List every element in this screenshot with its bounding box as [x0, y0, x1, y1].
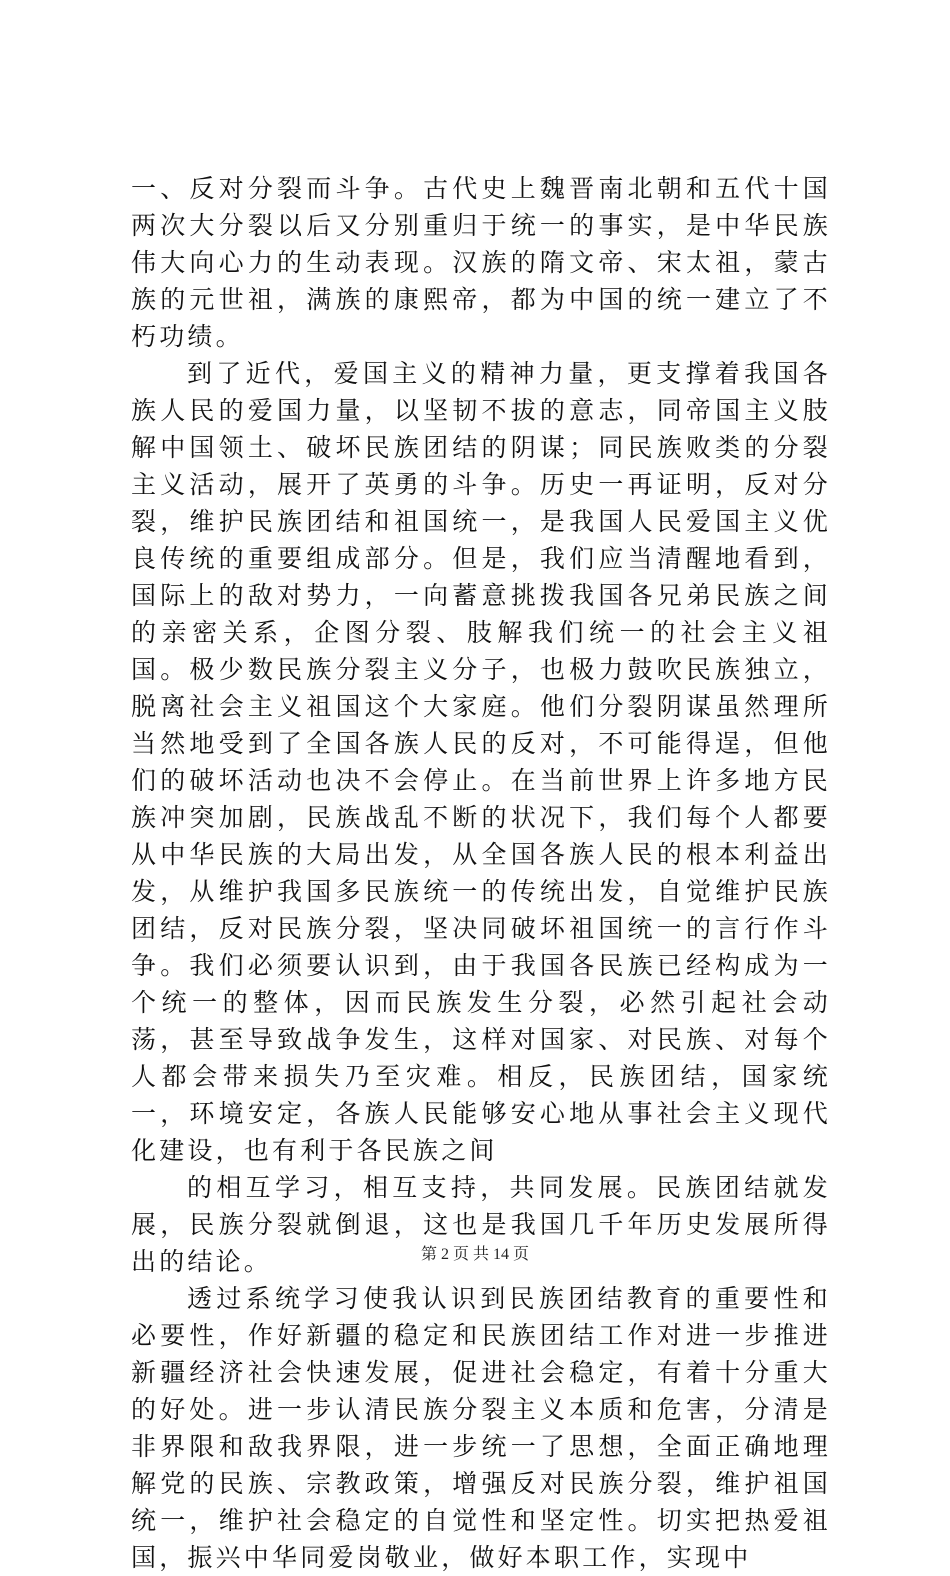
page-number-label: 第 2 页 共 14 页 — [420, 1246, 529, 1263]
paragraph-3: 的相互学习，相互支持，共同发展。民族团结就发展，民族分裂就倒退，这也是我国几千年历史发展所得出的结论。 — [131, 1173, 831, 1276]
page-footer — [0, 1245, 950, 1265]
paragraph-2: 到了近代，爱国主义的精神力量，更支撑着我国各族人民的爱国力量，以坚韧不拔的意志，同帝国主义肢解中国领土、破坏民族团结的阴谋；同民族败类的分裂主义活动，展开了英勇的斗争。历史一再证明，反对分裂，维护民族团结和祖国统一，是我国人民爱国主义优良传统的重要组成部分。但是，我们应当清醒地看到，国际上的敌对势力，一向蓄意挑拨我国各兄弟民族之间的亲密关系，企图分裂、肢解我们统一的社会主义祖国。极少数民族分裂主义分子，也极力鼓吹民族独立，脱离社会主义祖国这个大家庭。他们分裂阴谋虽然理所当然地受到了全国各族人民的反对，不可能得逞，但他们的破坏活动也决不会停止。在当前世界上许多地方民族冲突加剧，民族战乱不断的状况下，我们每个人都要从中华民族的大局出发，从全国各族人民的根本利益出发，从维护我国多民族统一的传统出发，自觉维护民族团结，反对民族分裂，坚决同破坏祖国统一的言行作斗争。我们必须要认识到，由于我国各民族已经构成为一个统一的整体，因而民族发生分裂，必然引起社会动荡，甚至导致战争发生，这样对国家、对民族、对每个人都会带来损失乃至灾难。相反，民族团结，国家统一，环境安定，各族人民能够安心地从事社会主义现代化建设，也有利于各民族之间 — [131, 359, 831, 1165]
paragraph-4: 透过系统学习使我认识到民族团结教育的重要性和必要性，作好新疆的稳定和民族团结工作对进一步推进新疆经济社会快速发展，促进社会稳定，有着十分重大的好处。进一步认清民族分裂主义本质和危害，分清是非界限和敌我界限，进一步统一了思想，全面正确地理解党的民族、宗教政策，增强反对民族分裂，维护祖国统一，维护社会稳定的自觉性和坚定性。切实把热爱祖国，振兴中华同爱岗敬业，做好本职工作，实现中 — [131, 1284, 831, 1572]
paragraph-1: 一、反对分裂而斗争。古代史上魏晋南北朝和五代十国两次大分裂以后又分别重归于统一的事实，是中华民族伟大向心力的生动表现。汉族的隋文帝、宋太祖，蒙古族的元世祖，满族的康熙帝，都为中国的统一建立了不朽功绩。 — [131, 174, 831, 351]
document-body — [131, 170, 831, 1576]
